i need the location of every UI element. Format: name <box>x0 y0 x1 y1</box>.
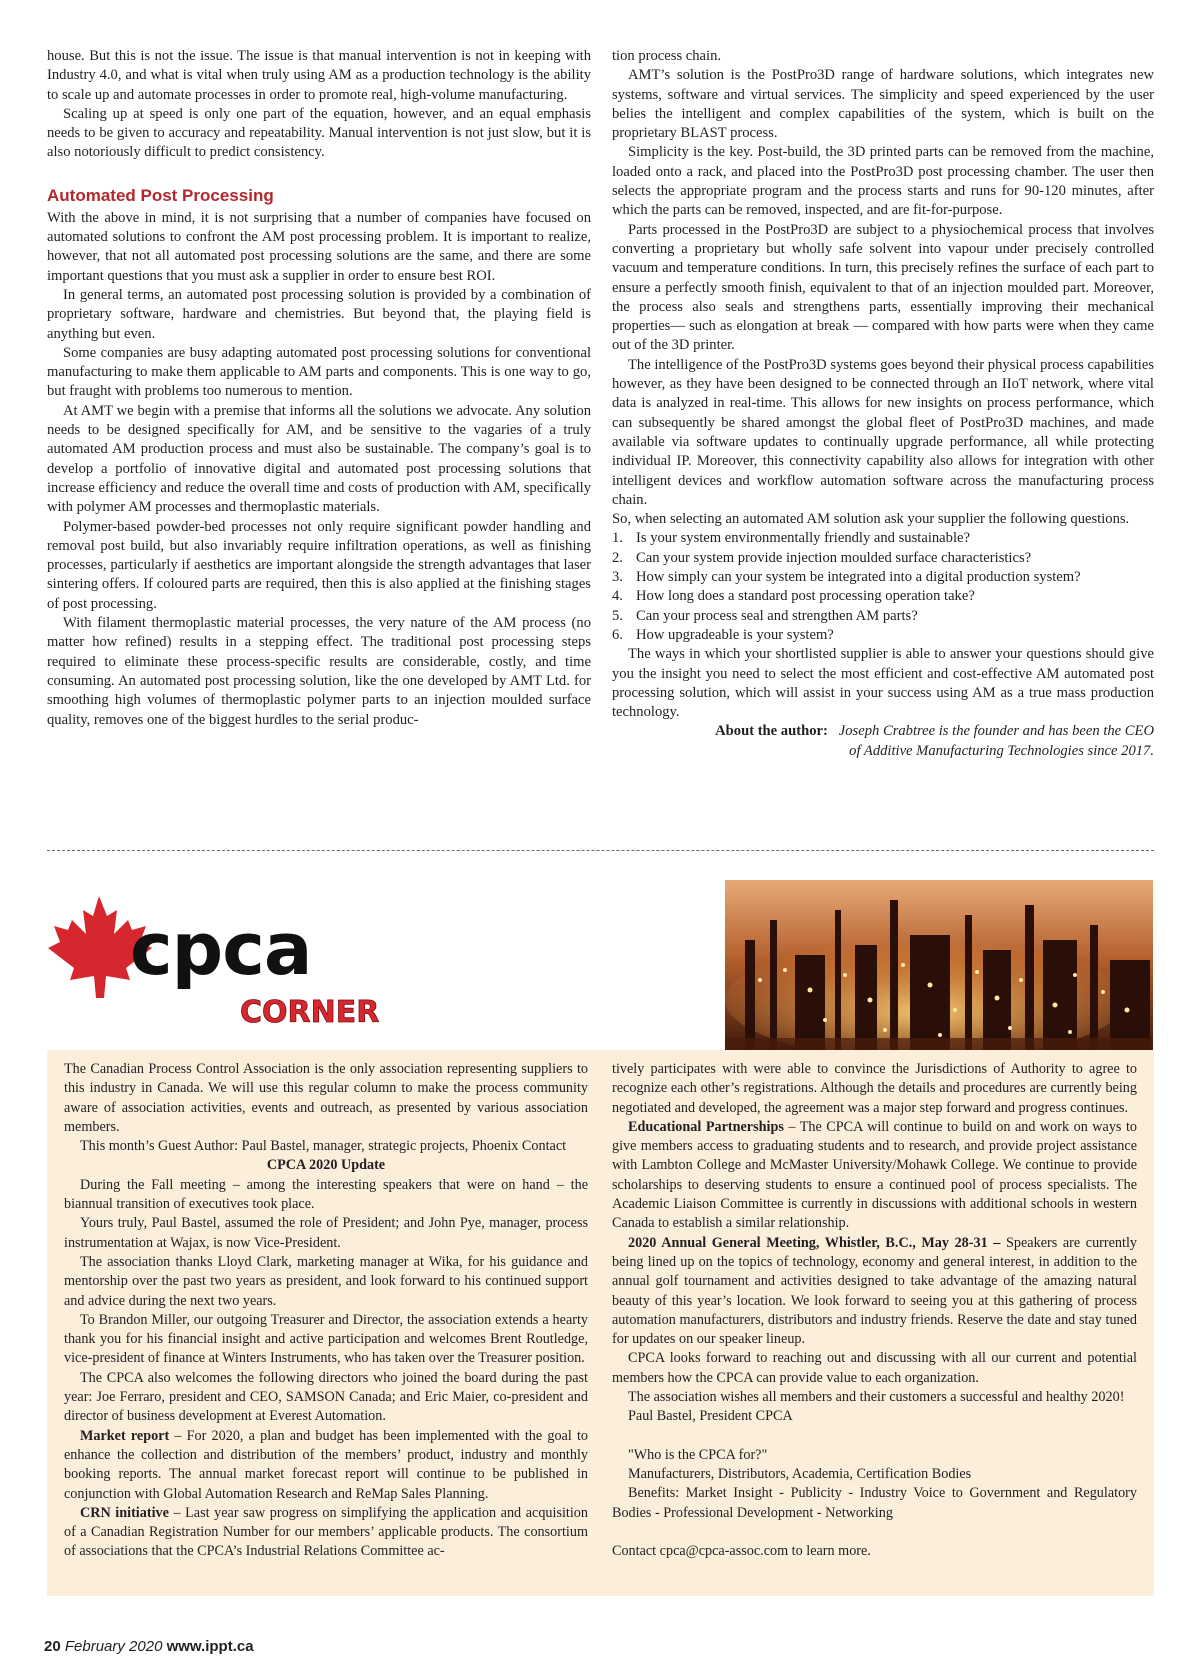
list-text: Can your process seal and strengthen AM parts? <box>636 607 918 624</box>
author-bio-line: of Additive Manufacturing Technologies since 2017. <box>849 742 1154 759</box>
paragraph-text: – Last year saw progress on simplifying the application and acquisition of a Canadian Registration Number for our members’ applicable products. The consortium of associations that the CPCA’s Industrial Relations Committee ac- <box>64 1504 588 1560</box>
list-number: 2. <box>612 549 623 566</box>
paragraph: AMT’s solution is the PostPro3D range of hardware solutions, which integrates new systems, software and virtual services. The simplicity and speed experienced by the user belies the intelligent and complex capabilities of the system, which is built on the proprietary BLAST process. <box>612 67 1154 142</box>
logo-wordmark: cpca <box>130 907 312 991</box>
list-text: Is your system environmentally friendly and sustainable? <box>636 530 970 547</box>
list-text: How upgradeable is your system? <box>636 626 834 643</box>
run-in-heading: 2020 Annual General Meeting, Whistler, B.C., May 28-31 – <box>628 1234 1001 1251</box>
paragraph: The Canadian Process Control Association is the only association representing suppliers to this industry in Canada. We will use this regular column to make the process community aware of association activities, events and outreach, as presented by various association members. <box>64 1061 588 1135</box>
paragraph: During the Fall meeting – among the interesting speakers that were on hand – the biannual transition of executives took place. <box>64 1176 588 1213</box>
run-in-heading: Educational Partnerships <box>628 1118 784 1135</box>
paragraph: At AMT we begin with a premise that informs all the solutions we advocate. Any solution needs to be designed specifically for AM, and be sensitive to the vagaries of a truly automated AM production process and must also be sustainable. The company’s goal is to develop a portfolio of innovative digital and automated post processing solutions that increase efficiency and reduce the overall time and costs of production with AM, specifically with polymer AM processes and thermoplastic materials. <box>47 402 591 516</box>
page-footer <box>44 1638 254 1655</box>
paragraph: With the above in mind, it is not surprising that a number of companies have focused on automated solutions to confront the AM post processing problem. It is important to realize, however, that not all automated post processing solutions are the same, and there are some important questions that you must ask a supplier in order to ensure best ROI. <box>47 209 591 284</box>
paragraph: This month’s Guest Author: Paul Bastel, manager, strategic projects, Phoenix Contact <box>80 1138 567 1155</box>
paragraph-text: – For 2020, a plan and budget has been implemented with the goal to enhance the collection and distribution of the members’ product, industry and monthly booking reports. The annual market forecast report will continue to be published in conjunction with Global Automation Research and ReMap Sales Planning. <box>64 1427 588 1502</box>
paragraph <box>612 1234 1137 1350</box>
page-number: 20 <box>44 1638 61 1655</box>
run-in-heading: Market report <box>80 1427 170 1444</box>
list-number: 6. <box>612 626 623 643</box>
paragraph: Some companies are busy adapting automated post processing solutions for conventional manufacturing to make them applicable to AM parts and components. This is one way to go, but fraught with problems too numerous to mention. <box>47 344 591 400</box>
paragraph: CPCA looks forward to reaching out and discussing with all our current and potential members how the CPCA can provide value to each organization. <box>612 1350 1137 1386</box>
cpca-column-right <box>612 1060 1137 1561</box>
question-list <box>612 529 1154 645</box>
list-item <box>612 568 1154 587</box>
paragraph: tively participates with were able to convince the Jurisdictions of Authority to agree to recognize each other’s registrations. Although the details and procedures are currently being negotiated and developed, the agreement was a major step forward and progress continues. <box>612 1061 1137 1116</box>
paragraph: With filament thermoplastic material processes, the very nature of the AM process (no matter how refined) results in a stepping effect. The traditional post processing steps required to eliminate these process-specific results are considerable, costly, and time consuming. An automated post processing solution, like the one developed by AMT Ltd. for smoothing high volumes of thermoplastic polymer parts to an injection moulded surface quality, removes one of the biggest hurdles to the serial produc- <box>47 615 591 728</box>
paragraph: Manufacturers, Distributors, Academia, Certification Bodies <box>628 1465 972 1482</box>
paragraph: The association thanks Lloyd Clark, marketing manager at Wika, for his guidance and mentorship over the past two years as president, and look forward to his continued support and advice during the next two years. <box>64 1253 588 1309</box>
website-url: www.ippt.ca <box>166 1638 254 1655</box>
author-bio-line: Joseph Crabtree is the founder and has been the CEO <box>838 723 1154 740</box>
list-item <box>612 626 1154 645</box>
paragraph: tion process chain. <box>612 48 722 64</box>
list-number: 4. <box>612 588 623 605</box>
paragraph <box>64 1504 588 1562</box>
section-heading: Automated Post Processing <box>47 185 274 205</box>
paragraph: So, when selecting an automated AM solution ask your supplier the following questions. <box>612 511 1130 528</box>
paragraph: Scaling up at speed is only one part of the equation, however, and an equal emphasis needs to be given to accuracy and repeatability. Manual intervention is not just slow, but it is also notoriously difficult to predict consistency. <box>47 105 591 161</box>
paragraph: Yours truly, Paul Bastel, assumed the role of President; and John Pye, manager, process instrumentation at Wajax, is now Vice-President. <box>64 1215 588 1251</box>
paragraph: Simplicity is the key. Post-build, the 3D printed parts can be removed from the machine, loaded onto a rack, and placed into the PostPro3D post processing chamber. The user then selects the appropriate program and the process starts and runs for 90-120 minutes, after which the parts can be removed, inspected, and are fit-for-purpose. <box>612 144 1154 219</box>
paragraph: The association wishes all members and their customers a successful and healthy 2020! <box>628 1389 1125 1406</box>
list-number: 1. <box>612 530 623 547</box>
logo-subtitle: CORNER <box>240 995 380 1030</box>
run-in-heading: CRN initiative <box>80 1504 169 1521</box>
issue-date: February 2020 <box>64 1638 163 1655</box>
paragraph-text: – The CPCA will continue to build on and work on ways to give members access to graduating students and to research, and provide project assistance with Lambton College and McMaster University/Mohawk College. We continue to provide scholarships to deserving students to ensure a continued pool of process specialists. The Academic Liaison Committee is currently in discussions with additional schools in western Canada to establish a similar relationship. <box>612 1118 1137 1232</box>
list-text: How simply can your system be integrated into a digital production system? <box>636 569 1081 586</box>
paragraph-text: Speakers are currently being lined up on the topics of technology, economy and general interest, in addition to the annual golf tournament and activities designed to take advantage of the amazing natural beauty of this year’s location. We look forward to seeing you at this gathering of process automation manufacturers, distributors and industry friends. Reserve the date and stay tuned for updates on our speaker lineup. <box>612 1234 1137 1348</box>
paragraph: Parts processed in the PostPro3D are subject to a physiochemical process that involves converting a proprietary but wholly safe solvent into vapour under precisely controlled vacuum and temperature conditions. In turn, this precisely refines the surface of each part to ensure a perfectly smooth finish, equivalent to that of an injection moulded part. Moreover, the process also seals and strengthens parts, essentially improving their mechanical properties— such as elongation at break — compared with how parts were when they came out of the 3D printer. <box>612 221 1154 354</box>
spacer <box>612 1523 1137 1542</box>
author-bio <box>612 722 1154 761</box>
list-number: 3. <box>612 569 623 586</box>
paragraph: In general terms, an automated post processing solution is provided by a combination of proprietary software, hardware and chemistries. But beyond that, the playing field is anything but even. <box>47 286 591 342</box>
list-item <box>612 529 1154 548</box>
paragraph: The ways in which your shortlisted supplier is able to answer your questions should give you the insight you need to select the most efficient and cost-effective AM automated post processing solution, which will assist in your success using AM as a true mass production technology. <box>612 646 1154 721</box>
paragraph: The CPCA also welcomes the following directors who joined the board during the past year: Joe Ferraro, president and CEO, SAMSON Canada; and Eric Maier, co-president and director of business development at Everest Automation. <box>64 1369 588 1425</box>
contact-line: Contact cpca@cpca-assoc.com to learn more. <box>612 1542 871 1559</box>
author-label: About the author: <box>715 723 828 740</box>
list-item <box>612 549 1154 568</box>
article-column-right <box>612 47 1154 761</box>
list-number: 5. <box>612 607 623 624</box>
list-text: How long does a standard post processing operation take? <box>636 588 975 605</box>
spacer <box>612 1427 1137 1446</box>
cpca-update-title: CPCA 2020 Update <box>266 1157 386 1174</box>
list-item <box>612 607 1154 626</box>
article-column-left <box>47 47 591 730</box>
section-divider <box>47 850 1154 851</box>
cpca-column-left <box>64 1060 588 1562</box>
list-text: Can your system provide injection moulded surface characteristics? <box>636 549 1032 566</box>
signature-line: Paul Bastel, President CPCA <box>628 1408 793 1425</box>
refinery-night-photo <box>725 880 1153 1055</box>
paragraph: Benefits: Market Insight - Publicity - Industry Voice to Government and Regulatory Bodies - Professional Development - Networking <box>612 1485 1137 1521</box>
list-item <box>612 587 1154 606</box>
paragraph <box>612 1118 1137 1234</box>
paragraph: "Who is the CPCA for?" <box>628 1446 768 1463</box>
cpca-corner-logo <box>44 890 404 1030</box>
paragraph: house. But this is not the issue. The issue is that manual intervention is not in keeping with Industry 4.0, and what is vital when truly using AM as a production technology is the ability to scale up and automate processes in order to promote real, high-volume manufacturing. <box>47 48 591 103</box>
paragraph <box>64 1427 588 1504</box>
paragraph: To Brandon Miller, our outgoing Treasurer and Director, the association extends a hearty thank you for his financial insight and active participation and welcomes Brent Routledge, vice-president of finance at Winters Instruments, who has taken over the Treasurer position. <box>64 1311 588 1367</box>
paragraph: Polymer-based powder-bed processes not only require significant powder handling and removal post build, but also invariably require infiltration operations, as well as finishing processes, particularly if aesthetics are important alongside the strength advantages that laser sintering offers. If coloured parts are required, then this is also applied at the finishing stages of post processing. <box>47 518 591 612</box>
paragraph: The intelligence of the PostPro3D systems goes beyond their physical process capabilities however, as they have been designed to be connected through an IIoT network, where vital data is analyzed in real-time. This allows for new insights on process performance, which can subsequently be shared amongst the global fleet of PostPro3D machines, and made available via software updates to continually upgrade performance, all while protecting individual IP. Moreover, this connectivity capability also allows for integration with other intelligent devices and workflow automation software across the manufacturing process chain. <box>612 356 1154 508</box>
